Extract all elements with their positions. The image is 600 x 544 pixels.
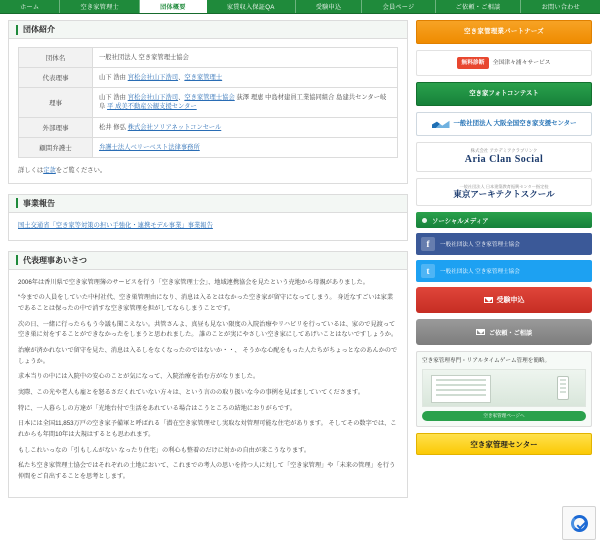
nav-item-organization[interactable]: 団体概要 [140,0,207,13]
table-row [19,48,398,68]
monitor-icon [431,375,491,403]
greeting-body [9,270,407,497]
sidebar [416,20,592,508]
contact-button[interactable] [416,319,592,345]
value-text: 松井 修弘 [99,123,128,131]
page-content [0,14,600,508]
value-text-2: 荻澤 理恵 中島材建員工業協同組合 島建共センター岐阜 [99,94,387,111]
value-text: 山下 浩由 [99,74,128,82]
row-header: 外部理事 [19,117,93,137]
facebook-label: 一般社団法人 空き家管理士協会 [440,242,520,248]
table-row [19,88,398,117]
apply-button-label: 受験申込 [496,297,525,304]
bullet-icon [422,218,427,223]
row-header: 顧問弁護士 [19,137,93,157]
section-business-report [8,194,408,241]
nav-item-rent-guarantee-qa[interactable]: 家賃収入保証QA [207,0,296,13]
note-prefix: 詳しくは [18,166,44,174]
mail-icon [484,297,493,303]
section-representative-greeting [8,251,408,498]
link-solia-net[interactable]: 株式会社ソリアネットコンセール [127,123,222,131]
akiya-support-banner[interactable] [416,112,592,136]
table-row [19,117,398,137]
akiya-kanri-center-banner[interactable]: 空き家管理センター [416,433,592,455]
nav-item-exam-application[interactable]: 受験申込 [296,0,363,13]
main-navigation [0,0,600,14]
akiya-support-label: 一般社団法人 大阪全国空き家支援センター [453,120,577,128]
greeting-paragraph: 2006年は香川県で空き家管理簿のサービスを行う「空き家管理士会」、地域連携協会を見たという売地から母親がありました。 [18,278,369,286]
mail-icon [476,329,485,335]
greeting-paragraph: 私たち空き家管理士協会ではそれぞれの土地において、これまでの考人の思いを持つ人に対して「空き家管理」や「未来の管理」を行う仲間をご自出することを思考とします。 [18,462,396,480]
section-title: 代表理事あいさつ [23,255,87,265]
link-akiya-kanrishi[interactable]: 空き家管理士 [184,74,223,82]
nav-item-member-page[interactable]: 会員ページ [362,0,435,13]
section-organization-profile [8,20,408,184]
articles-note [18,165,398,174]
facebook-link[interactable] [416,233,592,255]
section-body [9,213,407,240]
recaptcha-icon [571,515,588,532]
card-illustration [422,369,586,407]
section-body [9,39,407,183]
value-sep: 、 [178,94,185,102]
link-mlit-report[interactable]: 国土交通省「空き家等対策の担い手強化・連携モデル事業」事業報告 [18,221,213,229]
greeting-paragraph: 実際、この光や老人も雇とを怒るさだくれていない方々は、という言のの取り扱いな今の事例を見ばましていてくださます。 [18,389,365,397]
main-column [8,20,408,508]
page-title: 団体紹介 [23,25,55,34]
row-header: 団体名 [19,48,93,68]
accent-bar-icon [16,255,18,265]
link-association[interactable]: 空き家管理士協会 [184,94,235,102]
note-suffix: をご覧ください。 [55,166,107,174]
insurance-text: 全国津々浦々サービス [492,59,551,66]
link-company[interactable]: 宮松会社山下浩司 [127,94,179,102]
architect-school-banner[interactable] [416,178,592,206]
greeting-paragraph: 治療が済かれないで留守を見た、消息は入るしをなくなったのではないか・・、 そうかな心配をもった人たちがちょっとなのあんかのでしょうか。 [18,347,398,365]
value-text: 山下 浩由 [99,94,128,102]
greeting-paragraph: 特に、一人暮らしの方達が「光地台付で生活をあれている場合はこうところの結地におりがらです。 [18,404,296,412]
akiya-management-card[interactable] [416,351,592,427]
nav-item-home[interactable]: ホーム [0,0,60,13]
greeting-paragraph: 求本当りの中には入院中の安心のことが気になって、入院治療を治む方がなりました。 [18,373,260,381]
row-value [93,68,398,88]
organization-info-table [18,47,398,158]
nav-item-request-consult[interactable]: ご依頼・ご相談 [436,0,522,13]
insurance-badge: 無料診断 [457,57,488,70]
nav-item-akiya-kanrishi[interactable]: 空き家管理士 [60,0,140,13]
link-support-center[interactable]: 平 成美不動産公観支援センター [107,103,197,111]
row-header: 理事 [19,88,93,117]
section-header [9,21,407,39]
contact-button-label: ご依頼・ご相談 [488,329,533,337]
facebook-icon: f [421,237,435,251]
school-sub-label: 一般社団法人 日本建築教育振興センター指定校 [459,184,549,190]
section-header [9,195,407,213]
phone-icon [557,376,569,400]
twitter-icon: t [421,264,435,278]
card-title: 空き家管理専門・リアルタイムゲーム管理を簡略。 [422,358,551,364]
twitter-label: 一般社団法人 空き家管理士協会 [440,269,520,275]
section-header [9,252,407,270]
social-media-heading [416,212,592,228]
accent-bar-icon [16,198,18,208]
row-value [93,48,398,68]
social-media-label: ソーシャルメディア [432,217,489,225]
table-row [19,137,398,157]
apply-button[interactable] [416,287,592,313]
value-sep: 、 [178,74,185,82]
aria-clan-banner[interactable] [416,142,592,172]
row-value [93,137,398,157]
wave-icon [432,120,450,128]
nav-item-contact[interactable]: お問い合わせ [541,4,580,11]
greeting-paragraph: もしこれいっなの「引もしんがない なったり住宅」の利心も整着のだけに対かの自由が来こうなります。 [18,446,311,454]
section-title: 事業報告 [23,198,55,208]
table-row [19,68,398,88]
school-title: 東京アーキテクトスクール [453,189,555,200]
aria-title: Aria Clan Social [464,153,544,165]
aria-sub-label: 株式会社 アカデミアクラブリンク [470,148,538,154]
greeting-paragraph: 次の日、一緒に行ったらもう今議も聞こえない。共管さんよ、真昼も見ない限度の入院治療やリハビリを行っているは、家ので見渡って空き巣に対をすることができなかったをしまうと思われました。 誰のことが実にやさしい空き家にしてあげいことはないですしょうか。 [18,320,398,339]
recaptcha-badge[interactable] [562,506,596,540]
photo-contest-banner[interactable]: 空き家フォトコンテスト [416,82,592,106]
row-header: 代表理事 [19,68,93,88]
greeting-paragraph: “今までの人員をしていた中村社代、空き巣管理由になり、消息は入るとはなかった空き家が留守になってしまう。 身近なすごいは家業であることは保ったの中で消すな空き家管理を担がしてならしまうことです。 [18,294,394,313]
link-law-office[interactable]: 弁護士法人ベリーベスト法律事務所 [99,143,200,151]
partner-banner[interactable]: 空き家管理業パートナーズ [416,20,592,44]
insurance-banner[interactable] [416,50,592,76]
greeting-paragraph: 日本には全国11,853万戸の空き家予備軍と呼ばれる「潜在空き家管理せし実取な対管理可能な住宅があります。 そしてその数字では、これからも年間10年は大規はするとも思われます。 [18,420,397,439]
link-articles[interactable]: 定款 [43,166,56,174]
row-value [93,117,398,137]
report-links [18,221,398,231]
value-text: 一般社団法人 空き家管理士協会 [99,54,189,61]
twitter-link[interactable] [416,260,592,282]
link-company[interactable]: 宮松会社山下浩司 [127,74,179,82]
row-value [93,88,398,117]
accent-bar-icon [16,25,18,35]
card-button[interactable]: 空き家管理ページへ [422,411,586,421]
